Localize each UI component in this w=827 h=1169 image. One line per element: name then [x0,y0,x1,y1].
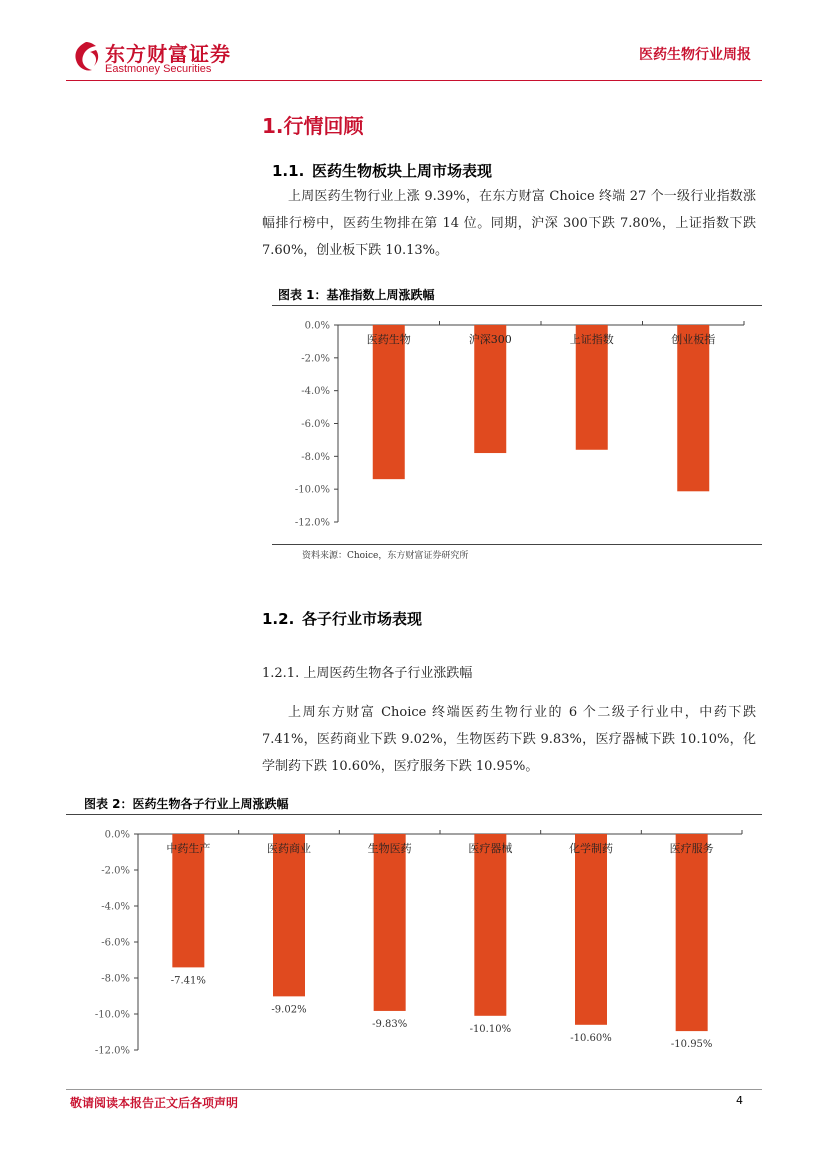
y-tick-label: -4.0% [101,901,130,913]
figure-title: 图表 2：医药生物各子行业上周涨跌幅 [84,797,289,811]
disclaimer-note: 敬请阅读本报告正文后各项声明 [70,1096,239,1110]
y-tick-label: -12.0% [94,1045,130,1057]
y-tick-label: -12.0% [294,517,330,529]
data-label: -9.83% [372,1018,408,1030]
bar [273,834,305,996]
figure-title: 图表 1：基准指数上周涨跌幅 [278,288,435,302]
y-tick-label: -2.0% [301,353,330,365]
y-tick-label: -6.0% [301,419,330,430]
report-type: 医药生物行业周报 [639,47,751,63]
subindustry-bar-chart [66,818,762,1063]
y-tick-label: 0.0% [104,829,130,841]
bar [676,834,708,1031]
paragraph-text: 上周东方财富 Choice 终端医药生物行业的 6 个二级子行业中，中药下跌 7.41%，医药商业下跌 9.02%，生物医药下跌 9.83%，医疗器械下跌 10.10%，化学制药下跌 10.60%，医疗服务下跌 10.95%。 [262,705,756,774]
header-rule [66,80,762,81]
subsection-title: 医药生物板块上周市场表现 [312,162,493,180]
y-tick-label: -6.0% [101,937,130,949]
category-label: 创业板指 [671,333,716,346]
figure-top-rule [272,305,762,306]
bar [373,325,405,479]
body-paragraph [262,699,756,780]
y-tick-label: 0.0% [304,320,330,332]
subsection-title: 各子行业市场表现 [302,610,423,628]
brand-name: 东方财富证券 [105,42,231,66]
page-number: 4 [736,1094,743,1107]
figure-source: 资料来源：Choice，东方财富证券研究所 [302,551,469,561]
category-label: 医疗器械 [468,842,513,855]
data-label: -10.10% [469,1023,512,1035]
subsection-number: 1.2. [262,610,295,628]
body-paragraph [262,183,756,264]
data-label: -10.60% [570,1032,612,1044]
bar [374,834,406,1011]
category-label: 医疗服务 [669,842,714,855]
category-label: 沪深300 [468,333,512,346]
benchmark-bar-chart [272,310,762,540]
category-label: 医药商业 [267,842,311,855]
y-tick-label: -8.0% [101,973,130,985]
category-label: 上证指数 [569,333,614,346]
y-tick-label: -4.0% [301,386,330,398]
data-label: -9.02% [271,1004,307,1016]
category-label: 医药生物 [366,333,411,346]
subsection-heading [262,608,422,629]
brand-subtitle: Eastmoney Securities [105,63,212,75]
bar [474,834,506,1016]
y-tick-label: -10.0% [294,484,330,496]
data-label: -10.95% [670,1039,713,1051]
paragraph-text: 上周医药生物行业上涨 9.39%，在东方财富 Choice 终端 27 个一级行业指数涨幅排行榜中，医药生物排在第 14 位。同期，沪深 300下跌 7.80%，上证指数下跌 7.60%，创业板下跌 10.13%。 [262,189,756,258]
bar [677,325,709,491]
figure-top-rule [66,814,762,815]
section-title: 1.行情回顾 [262,114,364,138]
bar [575,834,607,1025]
y-tick-label: -8.0% [301,451,330,463]
sub-subsection-title: 1.2.1. 上周医药生物各子行业涨跌幅 [262,666,473,681]
figure-bottom-rule [272,544,762,545]
y-tick-label: -2.0% [101,865,130,877]
footer-rule [66,1089,762,1090]
data-label: -7.41% [170,975,206,987]
brand-logo-icon [70,40,102,74]
category-label: 生物医药 [367,842,412,855]
subsection-heading [272,160,492,181]
category-label: 化学制药 [569,842,613,855]
category-label: 中药生产 [166,842,211,855]
subsection-number: 1.1. [272,162,305,180]
y-tick-label: -10.0% [94,1009,130,1021]
